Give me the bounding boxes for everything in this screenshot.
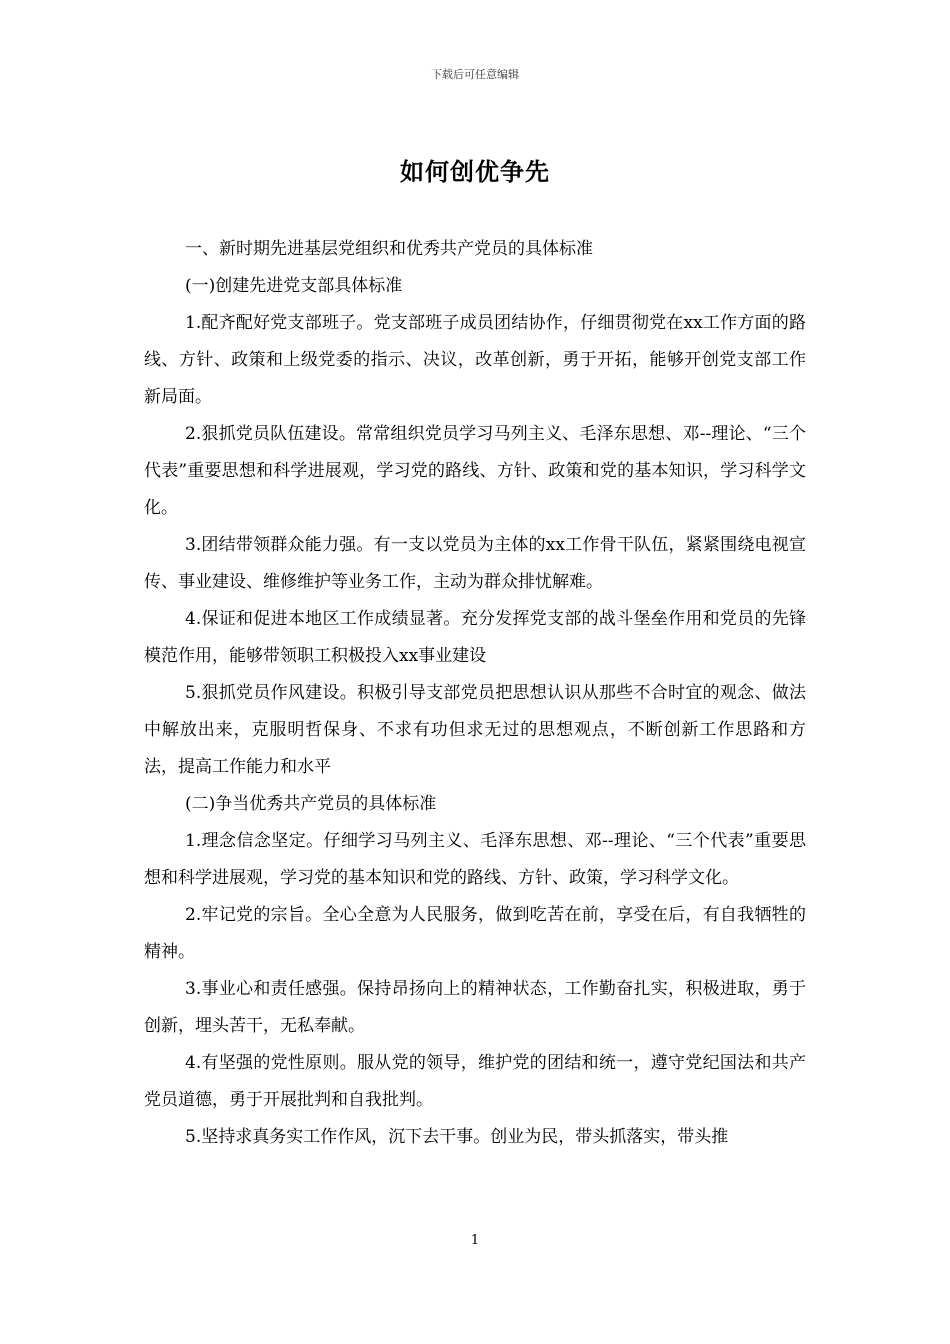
paragraph-1-2: 2.狠抓党员队伍建设。常常组织党员学习马列主义、毛泽东思想、邓--理论、“三个代表”重要思想和科学进展观，学习党的路线、方针、政策和党的基本知识，学习科学文化。	[144, 424, 806, 518]
paragraph-1-3: 3.团结带领群众能力强。有一支以党员为主体的xx工作骨干队伍，紧紧围绕电视宣传、事业建设、维修维护等业务工作，主动为群众排忧解难。	[144, 535, 806, 592]
subsection-heading-2: (二)争当优秀共产党员的具体标准	[185, 794, 437, 814]
paragraph-2-4: 4.有坚强的党性原则。服从党的领导，维护党的团结和统一，遵守党纪国法和共产党员道德，勇于开展批判和自我批判。	[144, 1053, 806, 1110]
paragraph-2-5: 5.坚持求真务实工作作风，沉下去干事。创业为民，带头抓落实，带头推	[185, 1127, 729, 1147]
document-title: 如何创优争先	[400, 157, 550, 186]
document-body	[144, 231, 806, 1156]
page-number: 1	[470, 1233, 480, 1248]
paragraph-1-4: 4.保证和促进本地区工作成绩显著。充分发挥党支部的战斗堡垒作用和党员的先锋模范作用，能够带领职工积极投入xx事业建设	[144, 609, 806, 666]
header-note: 下载后可任意编辑	[431, 68, 519, 81]
section-heading-1: 一、新时期先进基层党组织和优秀共产党员的具体标准	[185, 239, 593, 259]
paragraph-2-3: 3.事业心和责任感强。保持昂扬向上的精神状态，工作勤奋扎实，积极进取，勇于创新，埋头苦干，无私奉献。	[144, 979, 806, 1036]
subsection-heading-1: (一)创建先进党支部具体标准	[185, 276, 403, 296]
paragraph-1-5: 5.狠抓党员作风建设。积极引导支部党员把思想认识从那些不合时宜的观念、做法中解放出来，克服明哲保身、不求有功但求无过的思想观点，不断创新工作思路和方法，提高工作能力和水平	[144, 683, 806, 777]
paragraph-2-2: 2.牢记党的宗旨。全心全意为人民服务，做到吃苦在前，享受在后，有自我牺牲的精神。	[144, 905, 806, 962]
paragraph-2-1: 1.理念信念坚定。仔细学习马列主义、毛泽东思想、邓--理论、“三个代表”重要思想和科学进展观，学习党的基本知识和党的路线、方针、政策，学习科学文化。	[144, 831, 806, 888]
paragraph-1-1: 1.配齐配好党支部班子。党支部班子成员团结协作，仔细贯彻党在xx工作方面的路线、方针、政策和上级党委的指示、决议，改革创新，勇于开拓，能够开创党支部工作新局面。	[144, 313, 806, 407]
